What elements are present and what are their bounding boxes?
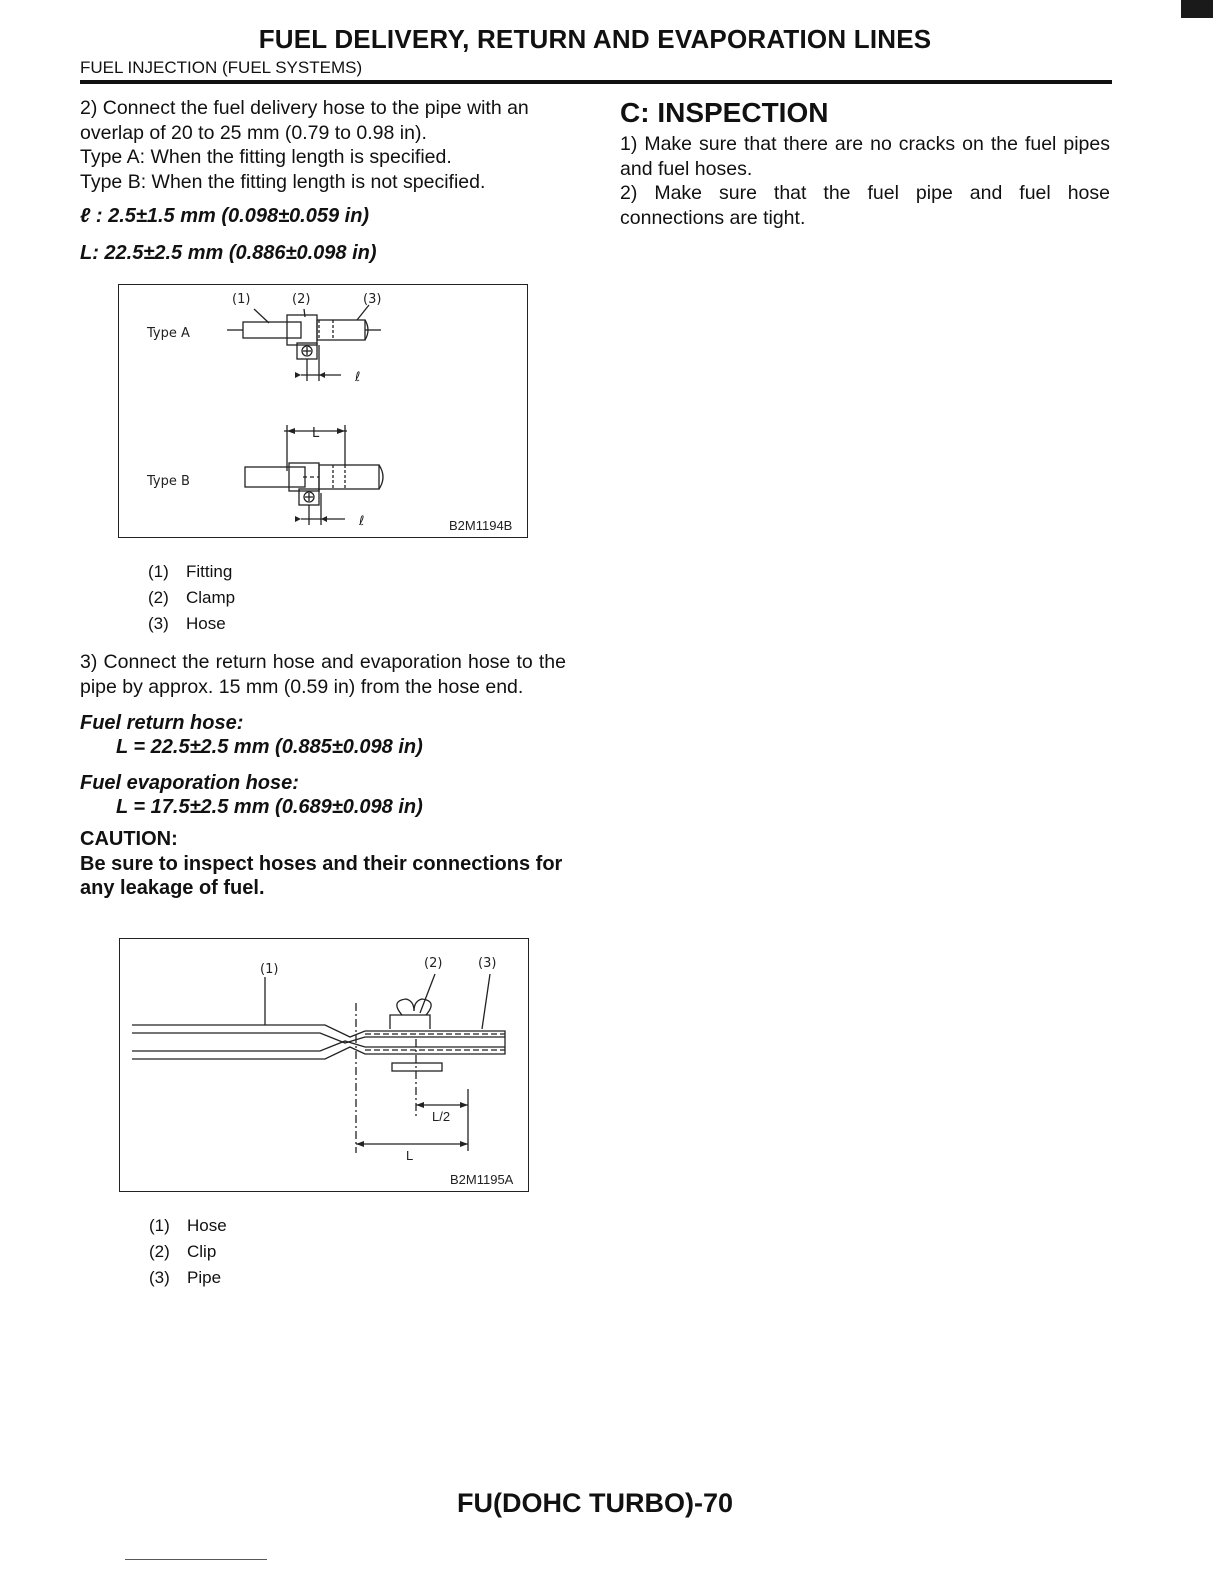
- step2-line: Type B: When the fitting length is not specified.: [80, 170, 486, 193]
- fitting-diagram-svg: [119, 285, 527, 537]
- leader-1a: [254, 309, 269, 323]
- clip-band: [390, 1015, 430, 1029]
- callout-2a: (2): [292, 292, 311, 307]
- return-hose-value: L = 22.5±2.5 mm (0.885±0.098 in): [116, 736, 423, 758]
- type-b-fitting: [245, 467, 305, 487]
- evap-hose-value: L = 17.5±2.5 mm (0.689±0.098 in): [116, 796, 423, 818]
- dim-L: L: [406, 1148, 414, 1163]
- left-column: [80, 96, 570, 265]
- callout-1a: (1): [232, 292, 251, 307]
- step3-block: [80, 650, 566, 901]
- dim-l-a: ℓ: [355, 370, 361, 385]
- leader-2: [420, 974, 435, 1013]
- figure1-legend: [148, 559, 235, 637]
- evap-hose-label: Fuel evaporation hose:: [80, 772, 299, 794]
- legend-item: (2) Clamp: [148, 588, 236, 607]
- type-a-label: Type A: [147, 326, 190, 341]
- callout-1: (1): [260, 962, 279, 977]
- type-a-clamp: [287, 315, 317, 345]
- leader-2a: [304, 309, 305, 317]
- step2-line: 2) Connect the fuel delivery hose to the pipe with an: [80, 97, 529, 119]
- page-number: FU(DOHC TURBO)-70: [457, 1488, 733, 1518]
- section-subtitle: FUEL INJECTION (FUEL SYSTEMS): [80, 58, 363, 77]
- legend-item: (3) Pipe: [149, 1268, 222, 1287]
- figure-hose-clip-diagram: [119, 938, 529, 1192]
- dim-L-label: L: [312, 426, 320, 441]
- return-hose-label: Fuel return hose:: [80, 712, 244, 734]
- type-a-fitting: [243, 322, 301, 338]
- legend-item: (1) Hose: [149, 1216, 227, 1235]
- type-b-hose: [319, 465, 379, 489]
- clip-bottom: [392, 1063, 442, 1071]
- figure-fitting-diagram: [118, 284, 528, 538]
- figure2-legend: [149, 1213, 227, 1291]
- leader-3a: [357, 305, 369, 320]
- type-b-label: Type B: [147, 474, 190, 489]
- step2-line: overlap of 20 to 25 mm (0.79 to 0.98 in).: [80, 121, 427, 144]
- header-rule: [80, 80, 1112, 84]
- hose-outline: [132, 1025, 505, 1059]
- caution-text: Be sure to inspect hoses and their connections for any leakage of fuel.: [80, 852, 563, 899]
- spec-small-l: ℓ : 2.5±1.5 mm (0.098±0.059 in): [80, 205, 370, 227]
- inspection-item-2: 2) Make sure that the fuel pipe and fuel hose connections are tight.: [620, 182, 1110, 229]
- inspection-heading: C: INSPECTION: [620, 97, 829, 128]
- page-title: FUEL DELIVERY, RETURN AND EVAPORATION LINES: [258, 24, 932, 54]
- type-a-hose: [317, 320, 365, 340]
- legend-item: (2) Clip: [149, 1242, 217, 1261]
- footer-link-line: [125, 1559, 267, 1560]
- legend-item: (1) Fitting: [148, 562, 233, 581]
- step2-line: Type A: When the fitting length is specified.: [80, 146, 452, 168]
- clip-wings: [397, 999, 431, 1015]
- scan-corner-mark: [1181, 0, 1213, 18]
- dim-l-b: ℓ: [359, 514, 365, 529]
- leader-3: [482, 974, 490, 1029]
- inspection-item-1: 1) Make sure that there are no cracks on the fuel pipes and fuel hoses.: [620, 133, 1110, 180]
- hose-clip-diagram-svg: [120, 939, 528, 1191]
- callout-2: (2): [424, 956, 443, 971]
- caution-title: CAUTION:: [80, 828, 178, 850]
- dim-half-L: L/2: [432, 1109, 451, 1124]
- legend-item: (3) Hose: [148, 614, 226, 633]
- figure-code: B2M1195A: [450, 1172, 514, 1187]
- figure-code: B2M1194B: [449, 518, 513, 533]
- right-column: [620, 96, 1110, 230]
- step3-text: 3) Connect the return hose and evaporation hose to the pipe by approx. 15 mm (0.59 in) from the hose end.: [80, 651, 566, 698]
- spec-L: L: 22.5±2.5 mm (0.886±0.098 in): [80, 241, 377, 264]
- callout-3a: (3): [363, 292, 382, 307]
- callout-3: (3): [478, 956, 497, 971]
